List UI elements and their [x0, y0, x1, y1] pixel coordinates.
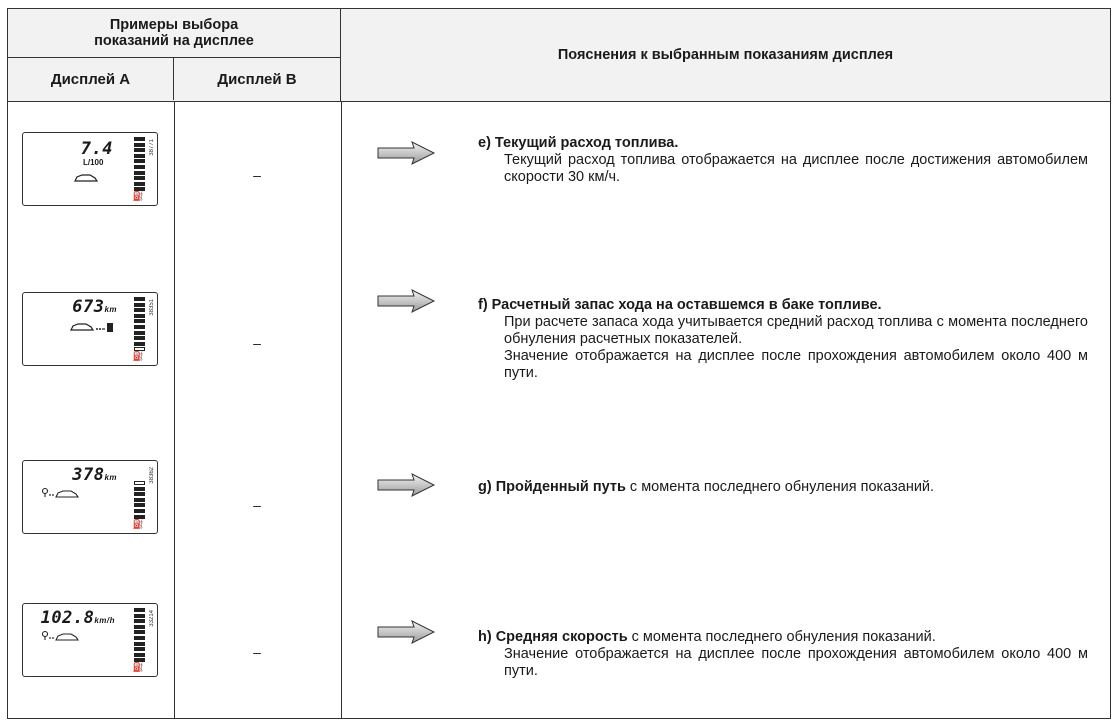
figure-code: 38362	[149, 467, 155, 484]
lcd-sub-label: L/100	[83, 158, 104, 167]
fuel-pump-icon: ⛽	[132, 662, 144, 672]
explanation-text: с момента последнего обнуления показаний.	[627, 629, 936, 645]
arrow-right-icon	[376, 620, 436, 644]
lcd-display	[22, 460, 158, 534]
arrow-right-icon	[376, 289, 436, 313]
explanation-text-2: Значение отображается на дисплее после прохождения автомобилем около 400 м пути.	[504, 646, 1088, 679]
lcd-digits: 673km	[72, 297, 117, 317]
row-range	[8, 252, 1110, 422]
display-b-value: –	[253, 167, 261, 183]
explanation-text: Текущий расход топлива отображается на дисплее после достижения автомобилем скорости 30 км/ч.	[504, 152, 1088, 185]
display-b-value: –	[253, 335, 261, 351]
header-examples-title	[8, 9, 340, 58]
explanation-text: с момента последнего обнуления показаний.	[625, 479, 935, 495]
header-display-a: Дисплей А	[8, 58, 174, 100]
key-to-car-icon	[41, 487, 85, 499]
lcd-display	[22, 603, 158, 677]
lcd-display	[22, 132, 158, 206]
lcd-display	[22, 292, 158, 366]
explanation-text-2: Значение отображается на дисплее после прохождения автомобилем около 400 м пути.	[504, 348, 1088, 381]
fuel-gauge	[134, 137, 145, 193]
row-current-consumption	[8, 102, 1110, 252]
header-examples-line1: Примеры выбора	[109, 17, 239, 33]
header-explanations-label: Пояснения к выбранным показаниям дисплея	[557, 47, 894, 63]
explanation-title: g) Пройденный путь	[478, 479, 626, 495]
car-to-fuel-icon	[69, 321, 115, 333]
fuel-gauge	[134, 608, 145, 664]
manual-table	[7, 8, 1111, 719]
figure-code: 38771	[149, 139, 155, 156]
lcd-digits: 378km	[72, 465, 117, 485]
explanation-g	[478, 479, 1088, 496]
fuel-pump-icon: ⛽	[132, 351, 144, 361]
display-b-value: –	[253, 497, 261, 513]
row-distance	[8, 422, 1110, 565]
arrow-right-icon	[376, 141, 436, 165]
explanation-title: e) Текущий расход топлива.	[478, 135, 679, 151]
key-to-car-icon	[41, 630, 85, 642]
explanation-title: h) Средняя скорость	[478, 629, 628, 645]
row-average-speed	[8, 565, 1110, 718]
header-display-b: Дисплей В	[217, 70, 297, 88]
lcd-digits: 7.4	[80, 139, 113, 159]
explanation-e	[478, 135, 1088, 186]
car-icon	[73, 173, 99, 183]
figure-code: 33214	[149, 610, 155, 627]
figure-code: 38351	[149, 299, 155, 316]
fuel-pump-icon: ⛽	[132, 519, 144, 529]
fuel-gauge	[134, 297, 145, 353]
arrow-right-icon	[376, 473, 436, 497]
explanation-title: f) Расчетный запас хода на оставшемся в баке топливе.	[478, 297, 882, 313]
header-examples-line2: показаний на дисплее	[94, 33, 254, 49]
header-explanations	[341, 9, 1110, 102]
fuel-gauge	[134, 481, 145, 520]
explanation-h	[478, 629, 1088, 680]
explanation-text: При расчете запаса хода учитывается средний расход топлива с момента последнего обнуления расчетных показателей.	[504, 314, 1088, 347]
explanation-f	[478, 297, 1088, 382]
display-b-value: –	[253, 644, 261, 660]
lcd-digits: 102.8km/h	[40, 608, 115, 628]
header-left	[8, 9, 341, 102]
fuel-pump-icon: ⛽	[132, 191, 144, 201]
